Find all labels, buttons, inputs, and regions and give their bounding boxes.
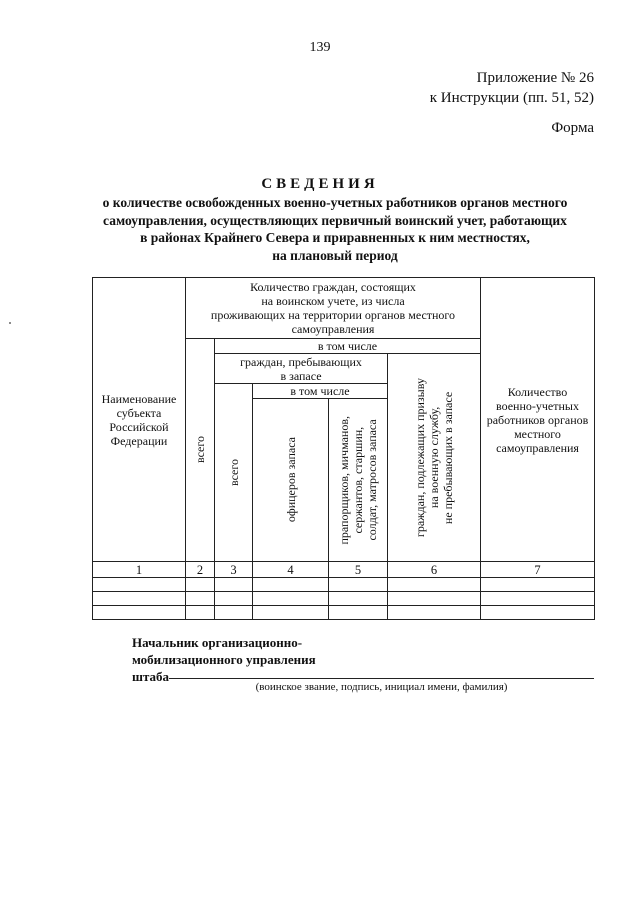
header-region-name-line-2: субъекта (116, 405, 162, 420)
header-conscripts (388, 354, 481, 562)
header-total (186, 339, 215, 562)
header-ranks-line-1: прапорщиков, мичманов, (337, 415, 351, 545)
table-cell[interactable] (253, 606, 329, 620)
scan-speck (9, 322, 11, 324)
table-row (93, 606, 595, 620)
header-workers-line-5: самоуправления (496, 440, 579, 455)
header-including: в том числе (215, 339, 481, 354)
table-cell[interactable] (481, 606, 595, 620)
document-title: СВЕДЕНИЯ (261, 176, 379, 192)
table-cell[interactable] (253, 578, 329, 592)
table-cell[interactable] (93, 578, 186, 592)
header-citizens-line-4: самоуправления (291, 322, 375, 336)
table-cell[interactable] (186, 606, 215, 620)
signature-line-2: мобилизационного управления (132, 652, 316, 667)
table-cell[interactable] (329, 578, 388, 592)
header-conscripts-line-2: на военную службу, (427, 406, 441, 509)
column-number: 5 (329, 562, 388, 578)
column-numbers-row (93, 562, 595, 578)
column-number: 2 (186, 562, 215, 578)
header-citizens-line-3: проживающих на территории органов местного (210, 308, 456, 322)
subtitle-line-3: в районах Крайнего Севера и приравненных к ним местностях, (140, 230, 530, 245)
column-number: 7 (481, 562, 595, 578)
page-number: 139 (309, 40, 331, 55)
table-cell[interactable] (215, 606, 253, 620)
header-ranks (329, 399, 388, 562)
document-subtitle (70, 194, 600, 264)
header-officers-text: офицеров запаса (283, 437, 298, 523)
form-label: Форма (551, 120, 594, 136)
header-including-2: в том числе (253, 384, 388, 399)
header-officers (253, 399, 329, 562)
appendix-reference (430, 68, 594, 108)
signature-line-1: Начальник организационно- (132, 635, 303, 650)
table-cell[interactable] (186, 592, 215, 606)
table-cell[interactable] (93, 606, 186, 620)
column-number: 1 (93, 562, 186, 578)
table-cell[interactable] (186, 578, 215, 592)
header-reserve-line-2: в запасе (280, 368, 322, 383)
subtitle-line-2: самоуправления, осуществляющих первичный воинский учет, работающих (103, 212, 567, 228)
header-military-workers (481, 278, 595, 562)
table-cell[interactable] (388, 578, 481, 592)
table-cell[interactable] (388, 592, 481, 606)
table-cell[interactable] (253, 592, 329, 606)
table-row (93, 578, 595, 592)
subtitle-line-4: на плановый период (272, 247, 398, 263)
table-cell[interactable] (388, 606, 481, 620)
header-citizens-group (186, 278, 481, 339)
column-number: 3 (215, 562, 253, 578)
header-reserve-line-1: граждан, пребывающих (240, 354, 362, 369)
table-cell[interactable] (481, 592, 595, 606)
header-workers-line-2: военно-учетных (496, 398, 579, 413)
header-workers-line-4: местного (514, 426, 561, 441)
signature-line-3: штаба (132, 669, 170, 684)
header-total-reserve-text: всего (226, 458, 241, 487)
header-reserve-group (215, 354, 388, 384)
table-cell[interactable] (215, 592, 253, 606)
header-ranks-text (337, 416, 379, 545)
header-region-name-line-3: Российской (109, 419, 169, 434)
header-workers-line-1: Количество (507, 384, 568, 399)
header-conscripts-line-1: граждан, подлежащих призыву (413, 377, 427, 538)
table-cell[interactable] (329, 606, 388, 620)
form-table-wrapper (92, 277, 595, 620)
signature-field-line[interactable] (169, 678, 594, 679)
signature-note: (воинское звание, подпись, инициал имени, фамилия) (255, 681, 508, 693)
header-workers-line-3: работников органов (486, 412, 589, 427)
subtitle-line-1: о количестве освобожденных военно-учетных работников органов местного (102, 195, 568, 210)
header-ranks-line-3: солдат, матросов запаса (365, 419, 379, 541)
form-table (92, 277, 595, 620)
appendix-line-2: к Инструкции (пп. 51, 52) (429, 90, 594, 106)
header-conscripts-text (413, 378, 455, 537)
table-cell[interactable] (215, 578, 253, 592)
table-cell[interactable] (329, 592, 388, 606)
table-cell[interactable] (93, 592, 186, 606)
header-region-name-line-1: Наименование (101, 391, 177, 406)
header-citizens-line-2: на воинском учете, из числа (261, 294, 405, 308)
header-conscripts-line-3: не пребывающих в запасе (441, 391, 455, 524)
appendix-line-1: Приложение № 26 (476, 70, 594, 86)
table-cell[interactable] (481, 578, 595, 592)
table-row (93, 592, 595, 606)
header-total-reserve (215, 384, 253, 562)
header-ranks-line-2: сержантов, старшин, (351, 426, 365, 534)
header-citizens-line-1: Количество граждан, состоящих (250, 280, 416, 294)
header-region-name (93, 278, 186, 562)
column-number: 4 (253, 562, 329, 578)
header-total-text: всего (193, 436, 207, 464)
column-number: 6 (388, 562, 481, 578)
header-region-name-line-4: Федерации (110, 433, 168, 448)
